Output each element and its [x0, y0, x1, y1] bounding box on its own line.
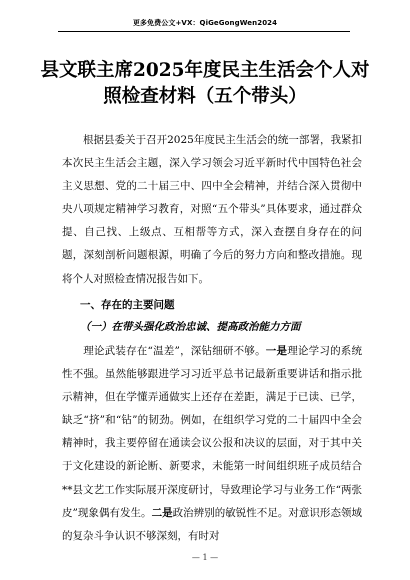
body-paragraph-part1: 理论武装存在“温差”，深钻细研不够。 — [83, 345, 266, 357]
header-watermark: 更多免费公文+VX：QiGeGongWen2024 — [132, 19, 278, 27]
body-paragraph — [62, 340, 362, 548]
intro-paragraph — [62, 129, 362, 291]
point-marker-two: 二是 — [151, 506, 173, 519]
point-marker-one: 一是 — [265, 345, 288, 357]
section-heading: 一、存在的主要问题 — [80, 299, 175, 311]
subsection-heading: （一）在带头强化政治忠诚、提高政治能力方面 — [80, 321, 301, 333]
document-title: 县文联主席2025年度民主生活会个人对照检查材料（五个带头） — [40, 60, 370, 107]
body-paragraph-part2: 理论学习的系统性不强。虽然能够跟进学习习近平总书记最新重要讲话和指示批示精神，但在学懂弄通做实上还存在差距，满足于已读、已学，缺乏“挤”和“钻”的韧劲。例如，在组织学习党的二十届四中全会精神时，我主要停留在通读会议公报和决议的层面，对于其中关于文化建设的新论断、新要求，未能第一时间组织班子成员结合**县文艺工作实际展开深度研讨，导致理论学习与业务工作“两张皮”现象偶有发生。 — [62, 345, 362, 519]
header-divider — [58, 31, 350, 32]
intro-paragraph-text: 根据县委关于召开2025年度民主生活会的统一部署，我紧扣本次民主生活会主题，深入学习领会习近平新时代中国特色社会主义思想、党的二十届三中、四中全会精神，并结合深入贯彻中央八项规定精神学习教育，对照“五个带头”具体要求，通过群众提、自己找、上级点、互相帮等方式，深入查摆自身存在的问题，深刻剖析问题根源，明确了今后的努力方向和整改措施。现将个人对照检查情况报告如下。 — [62, 134, 362, 285]
page-number: — 1 — — [191, 553, 219, 562]
body-paragraph-part3: 政治辨别的敏锐性不足。对意识形态领域的复杂斗争认识不够深刻，有时对 — [62, 506, 363, 542]
